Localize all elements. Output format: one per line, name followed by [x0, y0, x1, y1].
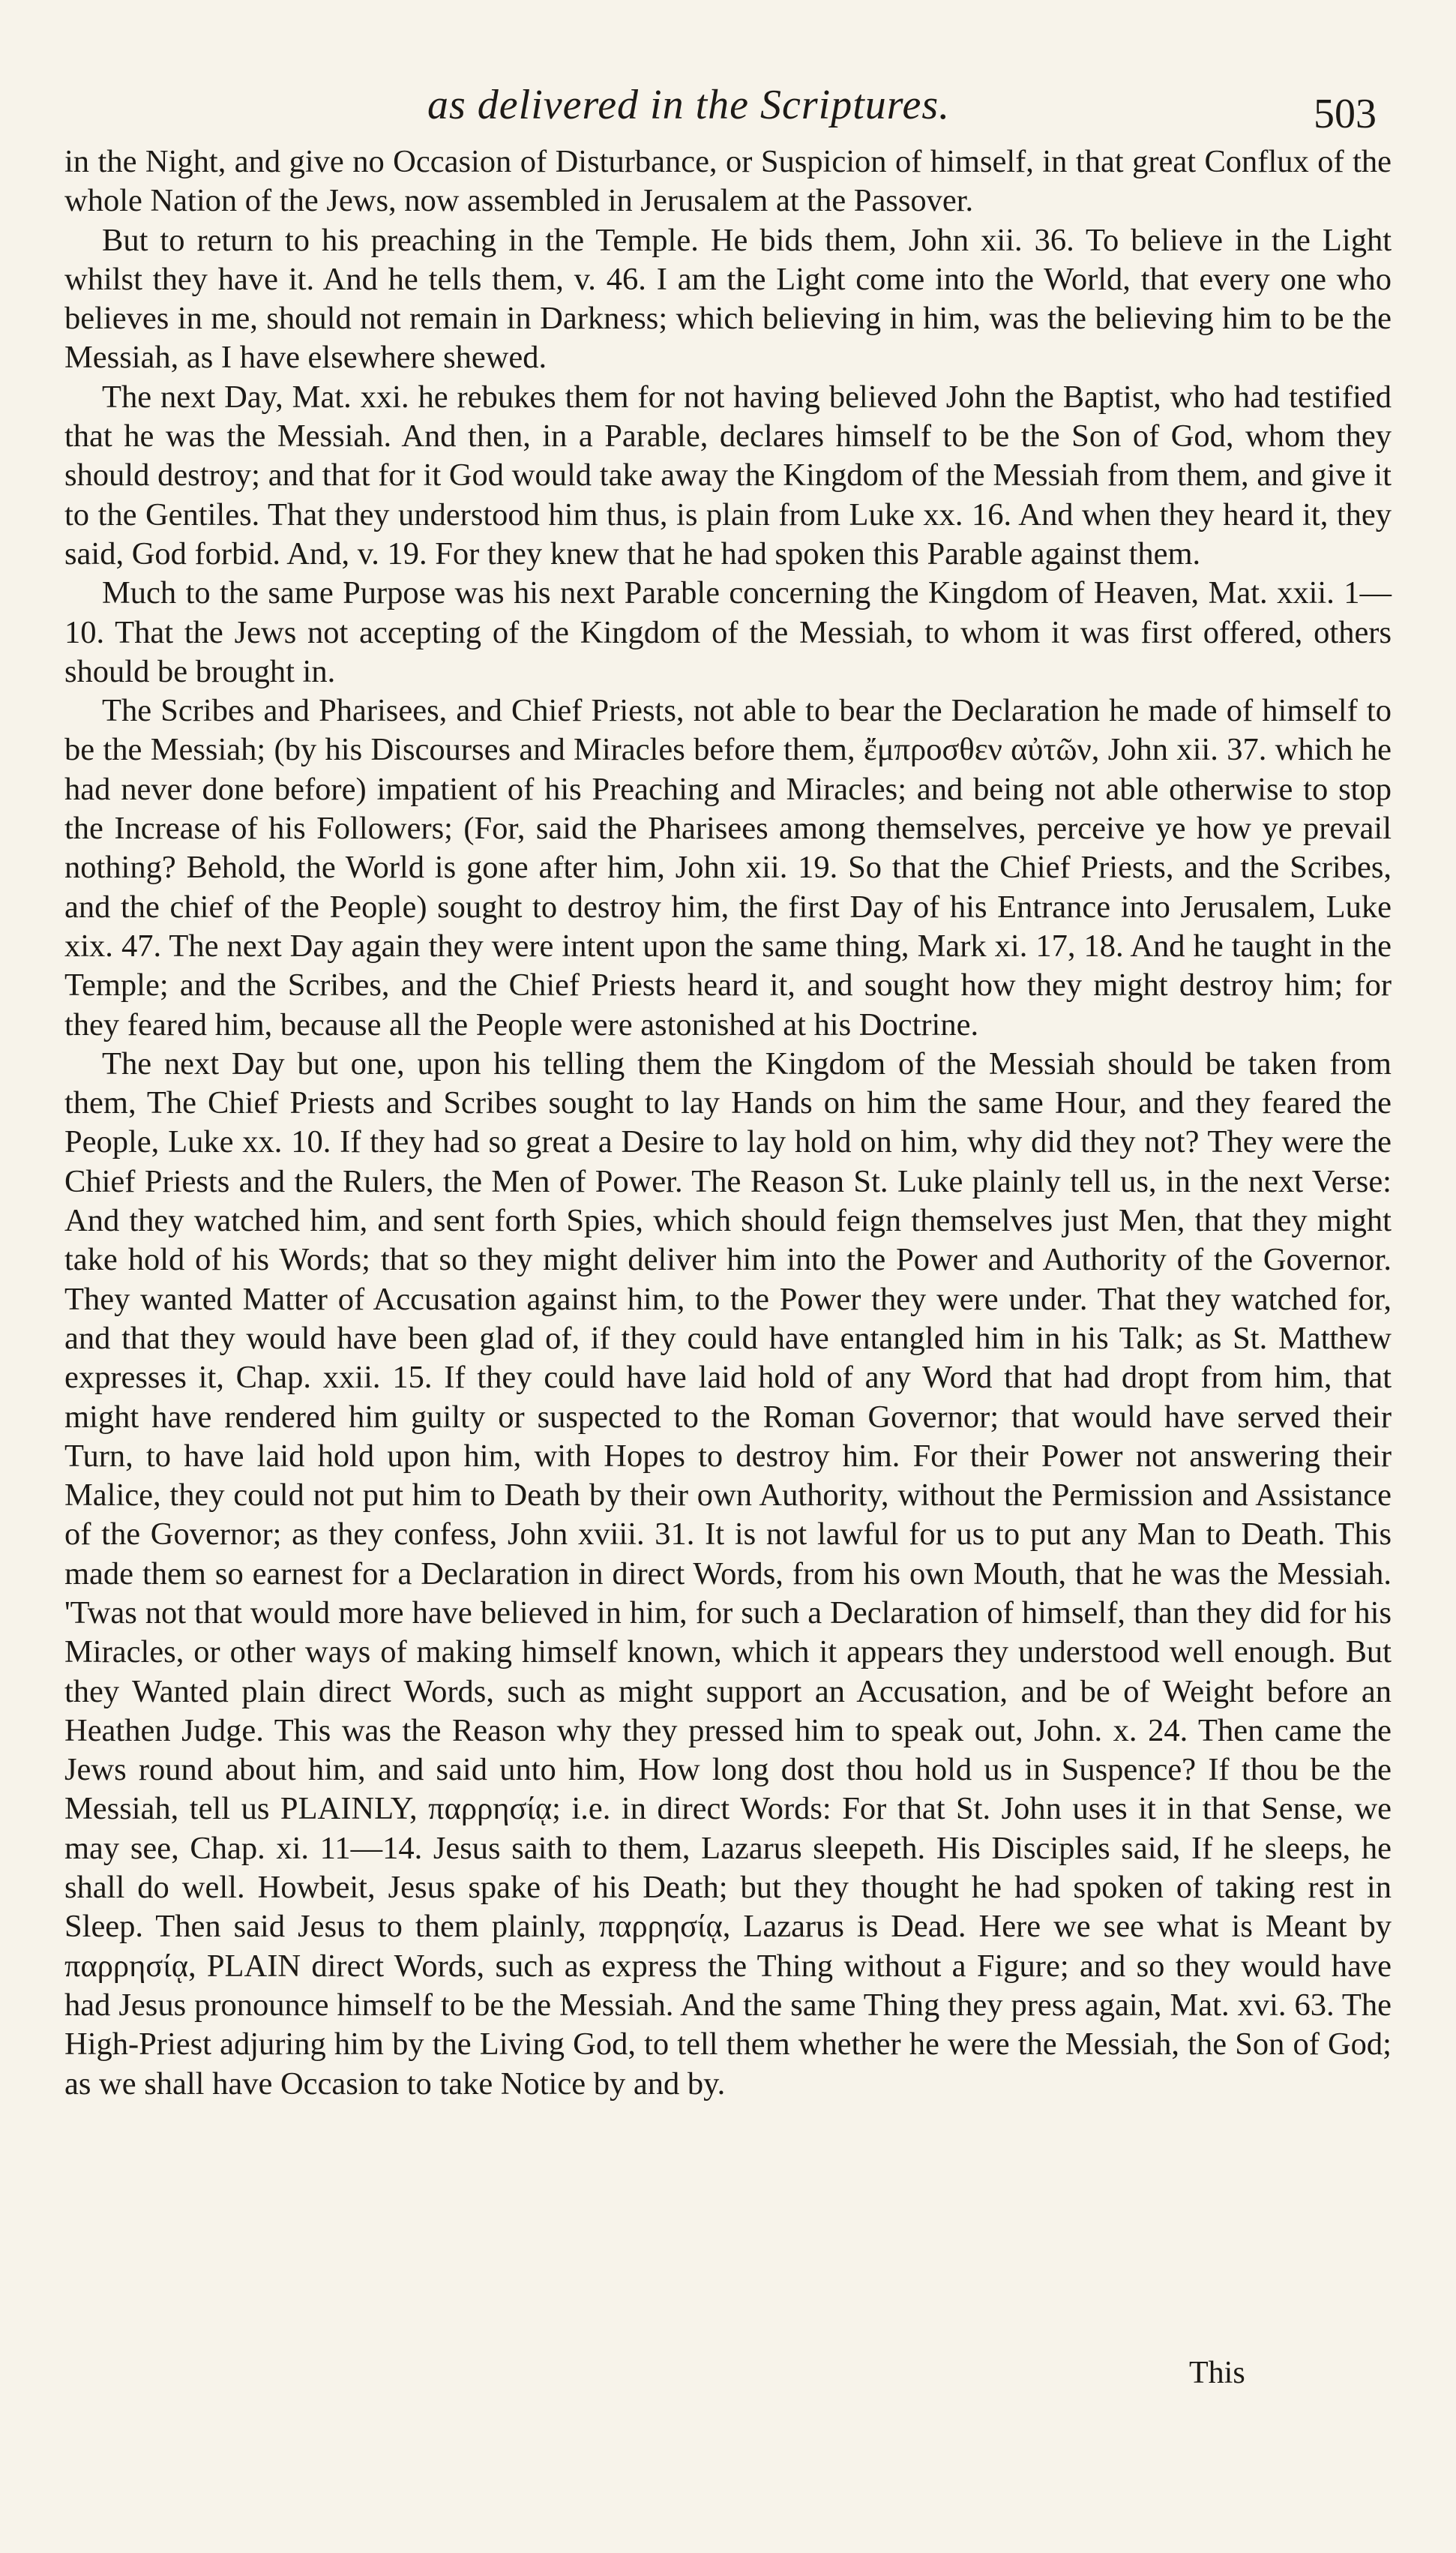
page-number: 503: [1314, 91, 1377, 137]
paragraph: The next Day but one, upon his telling them the Kingdom of the Messiah should be taken from them, The Chief Priests and Scribes sought to lay Hands on him the same Hour, and they feared the People, Luke xx. 10. If they had so great a Desire to lay hold on him, why did they not? They were the Chief Priests and the Rulers, the Men of Power. The Reason St. Luke plainly tell us, in the next Verse: And they watched him, and sent forth Spies, which should feign themselves just Men, that they might take hold of his Words; that so they might deliver him into the Power and Authority of the Governor. They wanted Matter of Accusation against him, to the Power they were under. That they watched for, and that they would have been glad of, if they could have entangled him in his Talk; as St. Matthew expresses it, Chap. xxii. 15. If they could have laid hold of any Word that had dropt from him, that might have rendered him guilty or suspected to the Roman Governor; that would have served their Turn, to have laid hold upon him, with Hopes to destroy him. For their Power not answering their Malice, they could not put him to Death by their own Authority, without the Permission and Assistance of the Governor; as they confess, John xviii. 31. It is not lawful for us to put any Man to Death. This made them so earnest for a Declaration in direct Words, from his own Mouth, that he was the Messiah. 'Twas not that would more have believed in him, for such a Declaration of himself, than they did for his Miracles, or other ways of making himself known, which it appears they understood well enough. But they Wanted plain direct Words, such as might support an Accusation, and be of Weight before an Heathen Judge. This was the Reason why they pressed him to speak out, John. x. 24. Then came the Jews round about him, and said unto him, How long dost thou hold us in Suspence? If thou be the Messiah, tell us PLAINLY, παρρησίᾳ; i.e. in direct Words: For that St. John uses it in that Sense, we may see, Chap. xi. 11—14. Jesus saith to them, Lazarus sleepeth. His Disciples said, If he sleeps, he shall do well. Howbeit, Jesus spake of his Death; but they thought he had spoken of taking rest in Sleep. Then said Jesus to them plainly, παρρησίᾳ, Lazarus is Dead. Here we see what is Meant by παρρησίᾳ, PLAIN direct Words, such as express the Thing without a Figure; and so they would have had Jesus pronounce himself to be the Messiah. And the same Thing they press again, Mat. xvi. 63. The High-Priest adjuring him by the Living God, to tell them whether he were the Messiah, the Son of God; as we shall have Occasion to take Notice by and by.: [64, 1046, 1392, 2102]
catchword: This: [1189, 2356, 1245, 2390]
running-title: as delivered in the Scriptures.: [427, 82, 951, 128]
paragraph: in the Night, and give no Occasion of Disturbance, or Suspicion of himself, in that great Conflux of the whole Nation of the Jews, now assembled in Jerusalem at the Passover.: [64, 144, 1392, 219]
paragraph: The next Day, Mat. xxi. he rebukes them for not having believed John the Baptist, who had testified that he was the Messiah. And then, in a Parable, declares himself to be the Son of God, whom they should destroy; and that for it God would take away the Kingdom of the Messiah from them, and give it to the Gentiles. That they understood him thus, is plain from Luke xx. 16. And when they heard it, they said, God forbid. And, v. 19. For they knew that he had spoken this Parable against them.: [64, 379, 1392, 572]
paragraph: But to return to his preaching in the Temple. He bids them, John xii. 36. To believe in the Light whilst they have it. And he tells them, v. 46. I am the Light come into the World, that every one who believes in me, should not remain in Darkness; which believing in him, was the believing him to be the Messiah, as I have elsewhere shewed.: [64, 222, 1392, 376]
paragraph: The Scribes and Pharisees, and Chief Priests, not able to bear the Declaration he made of himself to be the Messiah; (by his Discourses and Miracles before them, ἔμπροσθεν αὐτῶν, John xii. 37. which he had never done before) impatient of his Preaching and Miracles; and being not able otherwise to stop the Increase of his Followers; (For, said the Pharisees among themselves, perceive ye how ye prevail nothing? Behold, the World is gone after him, John xii. 19. So that the Chief Priests, and the Scribes, and the chief of the People) sought to destroy him, the first Day of his Entrance into Jerusalem, Luke xix. 47. The next Day again they were intent upon the same thing, Mark xi. 17, 18. And he taught in the Temple; and the Scribes, and the Chief Priests heard it, and sought how they might destroy him; for they feared him, because all the People were astonished at his Doctrine.: [64, 693, 1392, 1042]
body-text: [64, 142, 1392, 2104]
page-header: [0, 81, 1456, 141]
paragraph: Much to the same Purpose was his next Parable concerning the Kingdom of Heaven, Mat. xxii. 1—10. That the Jews not accepting of the Kingdom of the Messiah, to whom it was first offered, others should be brought in.: [64, 575, 1392, 689]
